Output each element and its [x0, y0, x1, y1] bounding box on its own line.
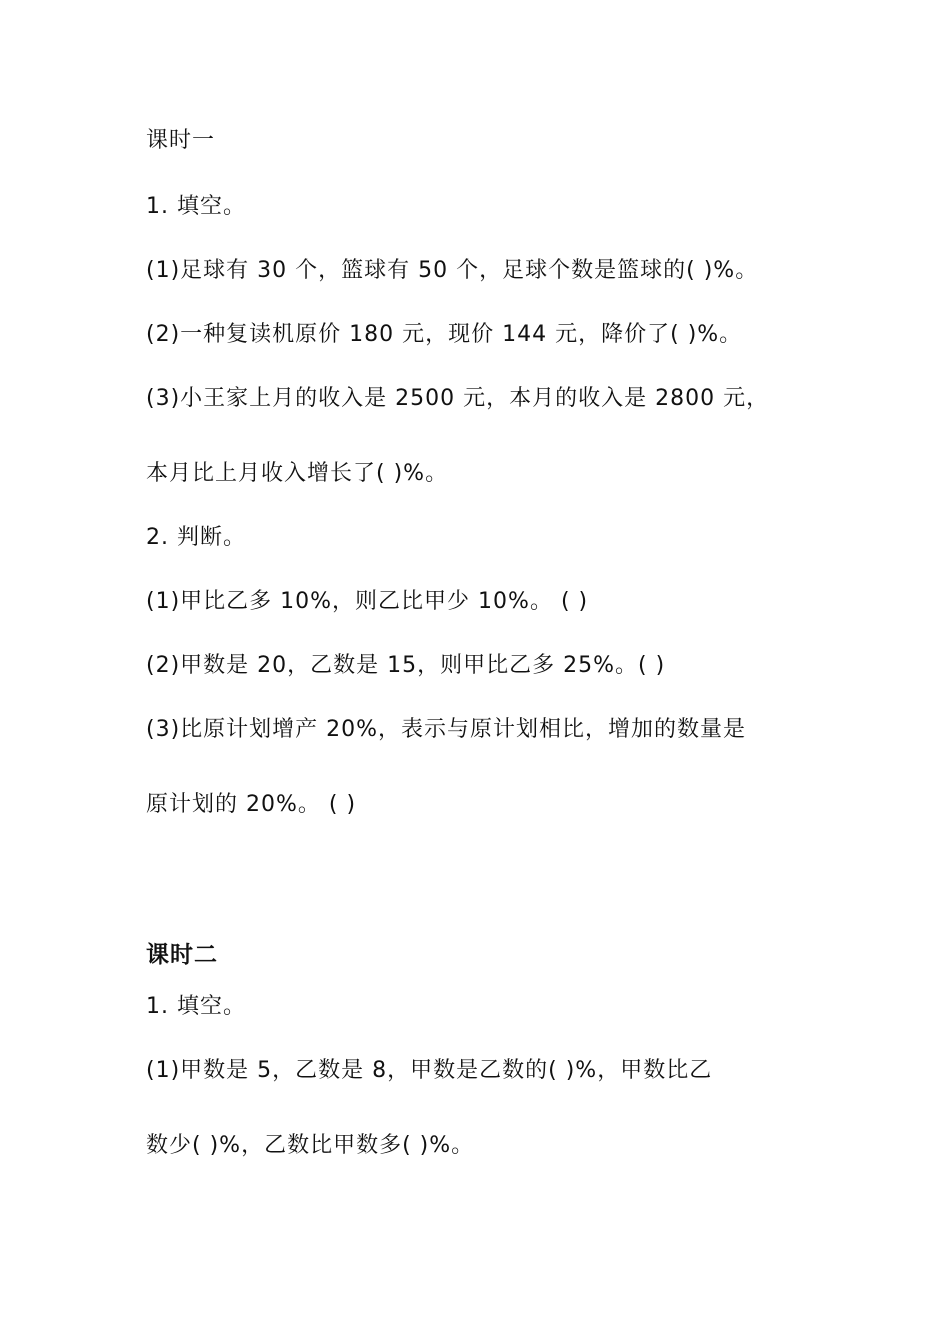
lesson1-title: 课时一: [146, 128, 216, 153]
lesson1-q2-item-2: (2)甲数是 20，乙数是 15，则甲比乙多 25%。( ): [146, 653, 666, 678]
lesson1-q2-item-3: (3)比原计划增产 20%，表示与原计划相比，增加的数量是: [146, 717, 747, 742]
lesson1-q1-label: 1. 填空。: [146, 194, 246, 219]
lesson1-q2-item-3-cont: 原计划的 20%。 ( ): [146, 792, 357, 817]
lesson1-q2-item-1: (1)甲比乙多 10%，则乙比甲少 10%。 ( ): [146, 589, 589, 614]
lesson2-q1-item-1: (1)甲数是 5，乙数是 8，甲数是乙数的( )%，甲数比乙: [146, 1058, 713, 1083]
lesson1-q1-item-3-cont: 本月比上月收入增长了( )%。: [146, 461, 449, 486]
lesson2-q1-item-1-cont: 数少( )%，乙数比甲数多( )%。: [146, 1133, 475, 1158]
lesson2-title: 课时二: [146, 942, 218, 968]
lesson1-q1-item-3: (3)小王家上月的收入是 2500 元，本月的收入是 2800 元，: [146, 386, 770, 411]
lesson2-q1-label: 1. 填空。: [146, 994, 246, 1019]
lesson1-q1-item-1: (1)足球有 30 个，篮球有 50 个，足球个数是篮球的( )%。: [146, 258, 759, 283]
lesson1-q1-item-2: (2)一种复读机原价 180 元，现价 144 元，降价了( )%。: [146, 322, 743, 347]
lesson1-q2-label: 2. 判断。: [146, 525, 246, 550]
